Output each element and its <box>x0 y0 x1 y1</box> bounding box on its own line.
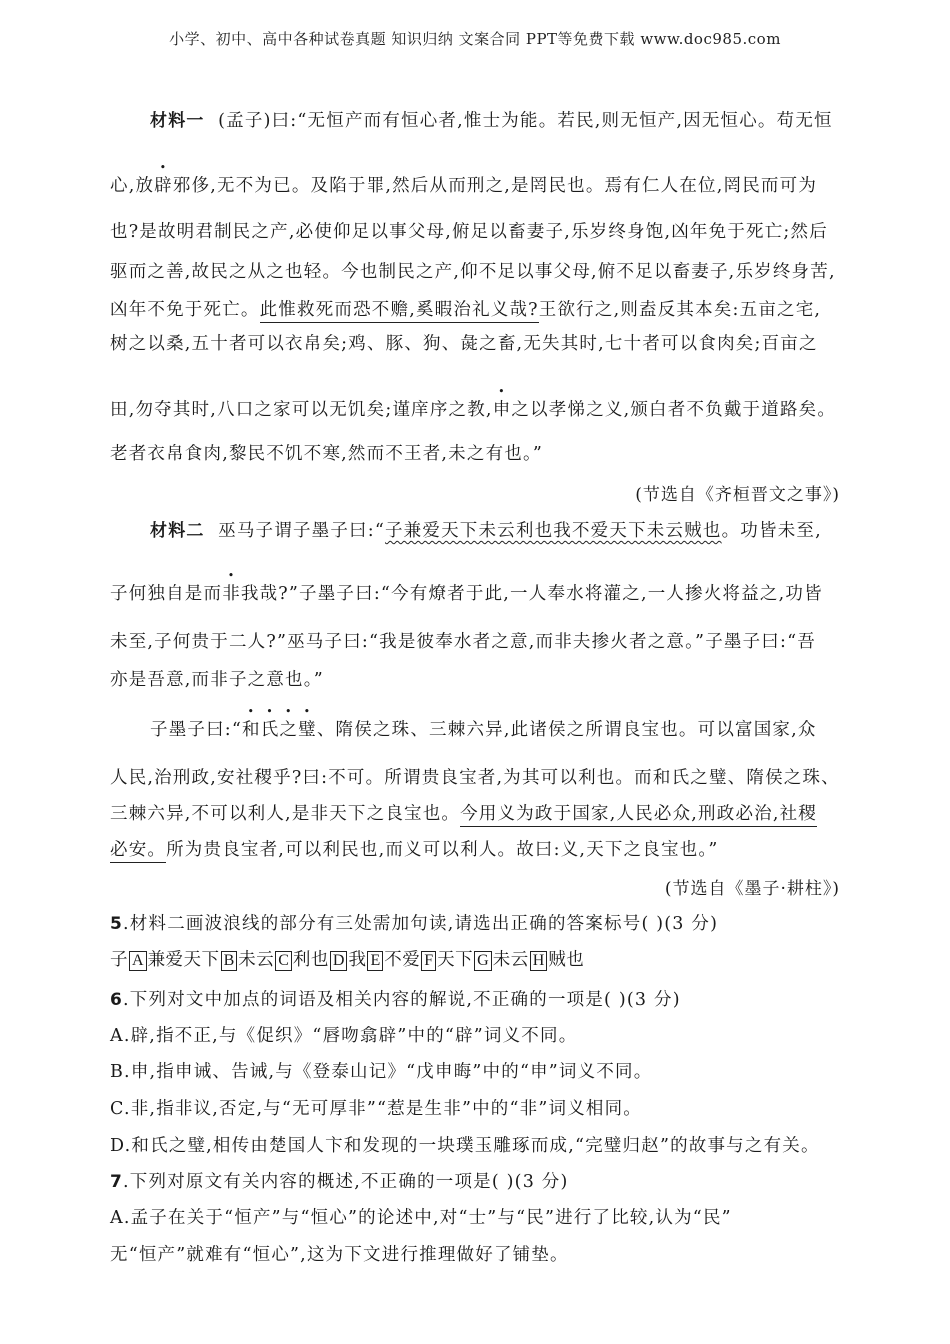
q6-option-d[interactable]: D.和氏之璧,相传由楚国人卞和发现的一块璞玉雕琢而成,“完璧归赵”的故事与之有关。 <box>110 1136 820 1156</box>
dotted-char-fei: 非 <box>222 584 241 604</box>
break-marker-g[interactable]: G <box>474 951 492 971</box>
sequence-text: 利也 <box>292 950 329 970</box>
break-marker-c[interactable]: C <box>275 951 292 971</box>
break-marker-d[interactable]: D <box>330 951 348 971</box>
wavy-underlined-passage: 子兼爱天下未云利也我不爱天下未云贼也 <box>384 521 722 541</box>
question-7: 7.下列对原文有关内容的概述,不正确的一项是( )(3 分) <box>110 1172 569 1192</box>
question-5: 5.材料二画波浪线的部分有三处需加句读,请选出正确的答案标号( )(3 分) <box>110 914 719 934</box>
break-marker-f[interactable]: F <box>421 951 436 971</box>
q6-option-b[interactable]: B.申,指申诫、告诫,与《登泰山记》“戊申晦”中的“申”词义不同。 <box>110 1062 653 1082</box>
m2-para2-line-1: 子墨子曰:“和氏之璧、隋侯之珠、三棘六异,此诸侯之所谓良宝也。可以富国家,众 <box>150 720 817 740</box>
m2-label: 材料二 <box>150 521 205 541</box>
dotted-char-shen: 申 <box>492 400 512 420</box>
sequence-text: 天下 <box>437 950 474 970</box>
sequence-text: 未云 <box>238 950 275 970</box>
break-marker-a[interactable]: A <box>129 951 147 971</box>
m1-line-2: 心,放辟邪侈,无不为已。及陷于罪,然后从而刑之,是罔民也。焉有仁人在位,罔民而可为 <box>110 176 818 196</box>
dotted-char-shi: 氏 <box>260 720 280 740</box>
question-6: 6.下列对文中加点的词语及相关内容的解说,不正确的一项是( )(3 分) <box>110 990 681 1010</box>
m2-line-6: 人民,治刑政,安社稷乎?曰:不可。所谓贵良宝者,为其可以利也。而和氏之璧、隋侯之珠、 <box>110 768 840 788</box>
m2-line-3: 未至,子何贵于二人?”巫马子曰:“我是彼奉水者之意,而非夫掺火者之意。”子墨子曰:“吾 <box>110 632 816 652</box>
m1-line-1: 材料一 (孟子)曰:“无恒产而有恒心者,惟士为能。若民,则无恒产,因无恒心。苟无恒 <box>150 111 833 131</box>
m1-source: (节选自《齐桓晋文之事》) <box>635 485 840 505</box>
m1-line-8: 老者衣帛食肉,黎民不饥不寒,然而不王者,未之有也。” <box>110 444 544 464</box>
sequence-text: 兼爱天下 <box>147 950 220 970</box>
m2-line-8: 必安。所为贵良宝者,可以利民也,而义可以利人。故曰:义,天下之良宝也。” <box>110 836 719 861</box>
m1-line-7: 田,勿夺其时,八口之家可以无饥矣;谨庠序之教,申之以孝悌之义,颁白者不负戴于道路矣。 <box>110 400 837 420</box>
m2-source: (节选自《墨子·耕柱》) <box>664 879 840 899</box>
dotted-char-pi: 辟 <box>154 176 173 196</box>
break-marker-h[interactable]: H <box>530 951 548 971</box>
q7-option-a-line-2: 无“恒产”就难有“恒心”,这为下文进行推理做好了铺垫。 <box>110 1245 569 1265</box>
sequence-text: 不爱 <box>384 950 421 970</box>
sequence-text: 子 <box>110 950 128 970</box>
break-marker-b[interactable]: B <box>221 951 238 971</box>
sequence-text: 我 <box>348 950 367 970</box>
m1-line-6: 树之以桑,五十者可以衣帛矣;鸡、豚、狗、彘之畜,无失其时,七十者可以食肉矣;百亩之 <box>110 334 818 354</box>
dotted-char-bi: 璧 <box>298 720 317 740</box>
q6-option-c[interactable]: C.非,指非议,否定,与“无可厚非”“惹是生非”中的“非”词义相同。 <box>110 1099 642 1119</box>
dotted-char-zhi: 之 <box>279 720 299 740</box>
break-marker-e[interactable]: E <box>367 951 383 971</box>
m2-line-7: 三棘六异,不可以利人,是非天下之良宝也。今用义为政于国家,人民必众,刑政必治,社稷 <box>110 800 817 825</box>
underlined-sentence-1: 此惟救死而恐不赡,奚暇治礼义哉? <box>260 300 539 323</box>
page-header: 小学、初中、高中各种试卷真题 知识归纳 文案合同 PPT等免费下载 www.doc985.com <box>169 30 781 48</box>
q7-option-a-line-1[interactable]: A.孟子在关于“恒产”与“恒心”的论述中,对“士”与“民”进行了比较,认为“民” <box>110 1208 732 1228</box>
m2-line-2: 子何独自是而非我哉?”子墨子曰:“今有燎者于此,一人奉水将灌之,一人掺火将益之,功皆 <box>110 584 823 604</box>
m1-line-3: 也?是故明君制民之产,必使仰足以事父母,俯足以畜妻子,乐岁终身饱,凶年免于死亡;然后 <box>110 222 828 242</box>
m1-line-5: 凶年不免于死亡。此惟救死而恐不赡,奚暇治礼义哉?王欲行之,则盍反其本矣:五亩之宅, <box>110 296 821 321</box>
sequence-text: 贼也 <box>548 950 585 970</box>
m1-label: 材料一 <box>150 111 205 131</box>
m2-line-1: 材料二 巫马子谓子墨子曰:“子兼爱天下未云利也我不爱天下未云贼也。功皆未至, <box>150 521 822 541</box>
m2-line-4: 亦是吾意,而非子之意也。” <box>110 670 324 690</box>
dotted-char-he: 和 <box>242 720 261 740</box>
question-5-sequence <box>110 946 584 971</box>
sequence-text: 未云 <box>492 950 529 970</box>
q6-option-a[interactable]: A.辟,指不正,与《促织》“唇吻翕辟”中的“辟”词义不同。 <box>110 1026 578 1046</box>
m1-line-4: 驱而之善,故民之从之也轻。今也制民之产,仰不足以事父母,俯不足以畜妻子,乐岁终身苦, <box>110 262 836 282</box>
underlined-sentence-2: 今用义为政于国家,人民必众,刑政必治,社稷 <box>460 804 817 827</box>
